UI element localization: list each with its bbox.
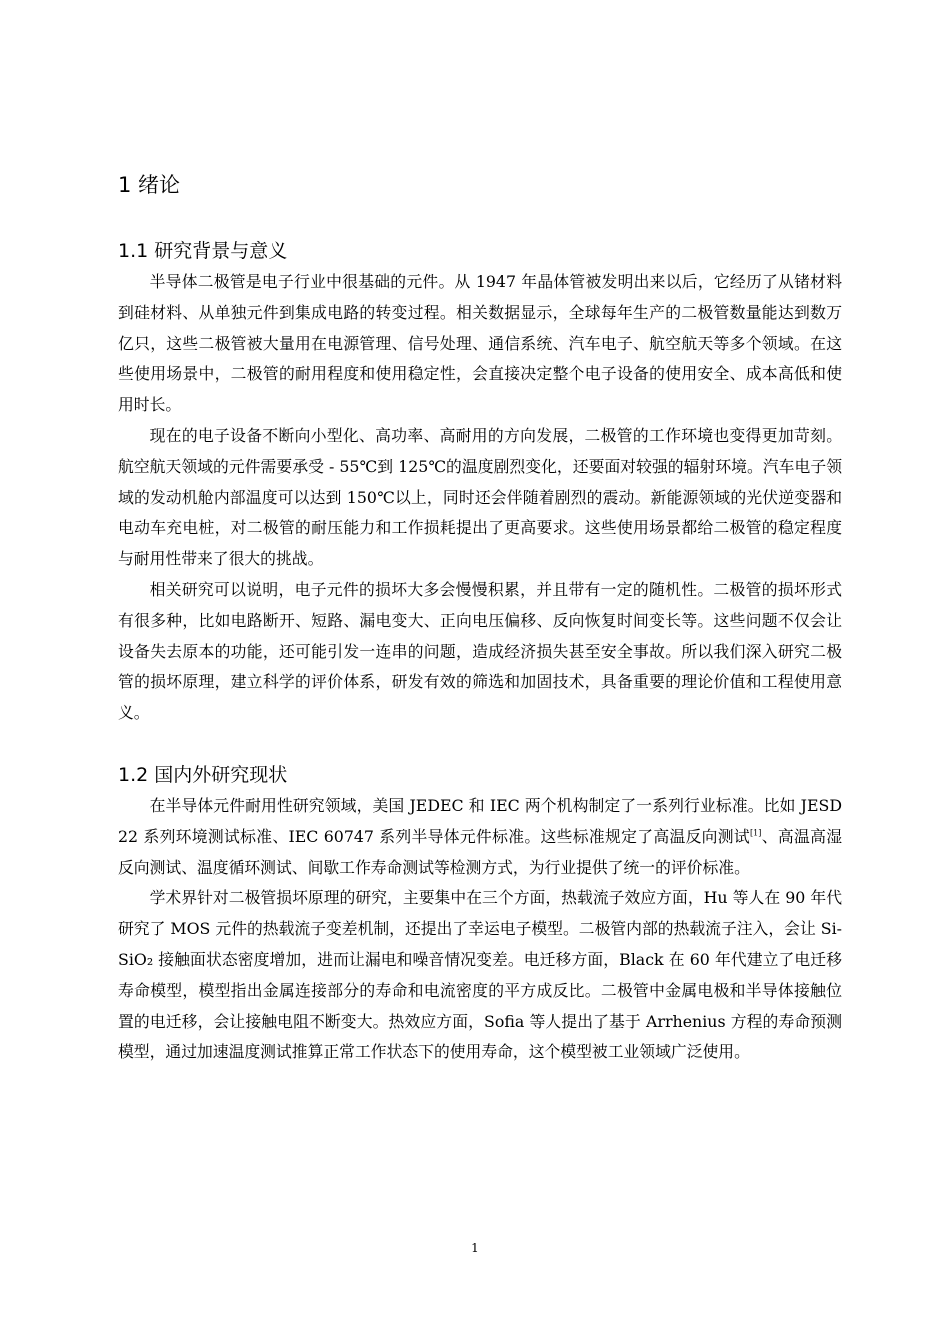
paragraph-1-1-a: 半导体二极管是电子行业中很基础的元件。从 1947 年晶体管被发明出来以后，它经历了从锗材料到硅材料、从单独元件到集成电路的转变过程。相关数据显示，全球每年生产的二极管数量能达到数万亿只，这些二极管被大量用在电源管理、信号处理、通信系统、汽车电子、航空航天等多个领域。在这些使用场景中，二极管的耐用程度和使用稳定性，会直接决定整个电子设备的使用安全、成本高低和使用时长。 [118, 272, 842, 415]
citation-reference[interactable]: [1] [750, 828, 762, 838]
paragraph-1-1-b: 现在的电子设备不断向小型化、高功率、高耐用的方向发展，二极管的工作环境也变得更加苛刻。航空航天领域的元件需要承受 - 55℃到 125℃的温度剧烈变化，还要面对较强的辐射环境。汽车电子领域的发动机舱内部温度可以达到 150℃以上，同时还会伴随着剧烈的震动。新能源领域的光伏逆变器和电动车充电桩，对二极管的耐压能力和工作损耗提出了更高要求。这些使用场景都给二极管的稳定程度与耐用性带来了很大的挑战。 [118, 425, 842, 569]
page-number: 1 [471, 1241, 479, 1255]
paragraph-1-2-a-text-after: 、高温高湿反向测试、温度循环测试、间歇工作寿命测试等检测方式，为行业提供了统一的评价标准。 [118, 826, 842, 877]
page-content [118, 170, 842, 1068]
paragraph-1-2-a [118, 791, 842, 883]
section-title-1-2: 1.2 国内外研究现状 [118, 763, 288, 786]
section-title-1-1: 1.1 研究背景与意义 [118, 240, 288, 262]
paragraph-1-1-c: 相关研究可以说明，电子元件的损坏大多会慢慢积累，并且带有一定的随机性。二极管的损坏形式有很多种，比如电路断开、短路、漏电变大、正向电压偏移、反向恢复时间变长等。这些问题不仅会让设备失去原本的功能，还可能引发一连串的问题，造成经济损失甚至安全事故。所以我们深入研究二极管的损坏原理，建立科学的评价体系，研发有效的筛选和加固技术，具备重要的理论价值和工程使用意义。 [118, 579, 842, 723]
chapter-title: 1 绪论 [118, 173, 181, 197]
section-spacer [118, 729, 842, 761]
paragraph-1-2-a-text-before: 在半导体元件耐用性研究领域，美国 JEDEC 和 IEC 两个机构制定了一系列行业标准。比如 JESD22 系列环境测试标准、IEC 60747 系列半导体元件标准。这些标准规定了高温反向测试 [118, 795, 842, 846]
paragraph-1-2-b: 学术界针对二极管损坏原理的研究，主要集中在三个方面，热载流子效应方面，Hu 等人在 90 年代研究了 MOS 元件的热载流子变差机制，还提出了幸运电子模型。二极管内部的热载流子注入，会让 Si-SiO₂ 接触面状态密度增加，进而让漏电和噪音情况变差。电迁移方面，Black 在 60 年代建立了电迁移寿命模型，模型指出金属连接部分的寿命和电流密度的平方成反比。二极管中金属电极和半导体接触位置的电迁移，会让接触电阻不断变大。热效应方面，Sofia 等人提出了基于 Arrhenius 方程的寿命预测模型，通过加速温度测试推算正常工作状态下的使用寿命，这个模型被工业领域广泛使用。 [118, 888, 842, 1062]
